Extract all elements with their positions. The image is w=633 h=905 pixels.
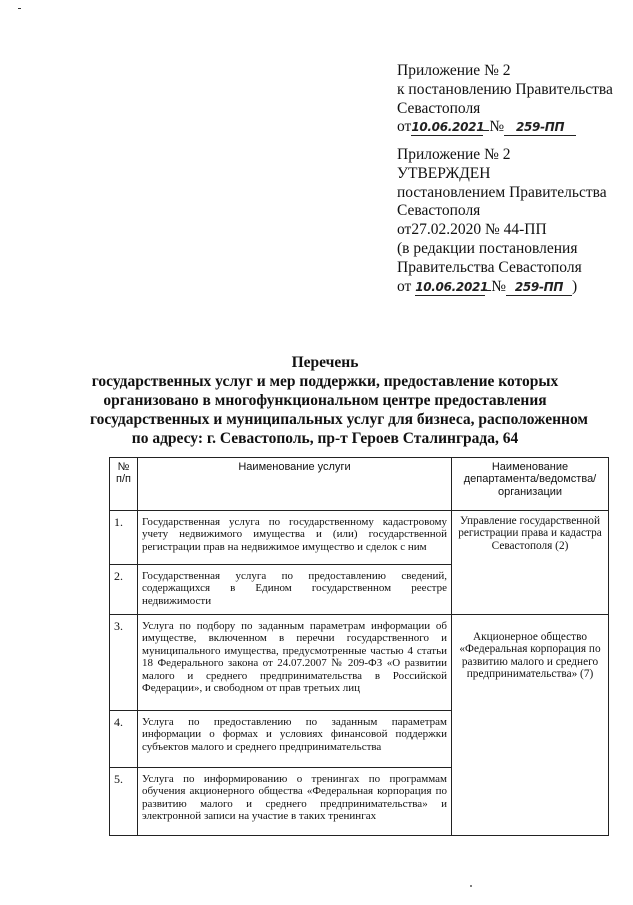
appendix-2-title: Приложение № 2 xyxy=(397,146,511,163)
header-service: Наименование услуги xyxy=(138,458,452,511)
appendix-1-title: Приложение № 2 xyxy=(397,62,511,79)
appendix-2-line-3: постановлением Правительства xyxy=(397,183,607,201)
row-5-service: Услуга по информированию о тренингах по программам обучения акционерного общества «Федеральная корпорация по развитию малого и среднего предпринимательства» и электронной записи на участие в таких тренингах xyxy=(138,768,452,836)
row-4-service: Услуга по предоставлению по заданным параметрам информации о формах и условиях финансовой поддержки субъектов малого и среднего предпринимательства xyxy=(138,711,452,768)
row-3-service: Услуга по подбору по заданным параметрам информации об имуществе, включенном в перечни государственного и муниципального имущества, предусмотренные частью 4 статьи 18 Федерального закона от 24.07.2007 № 209-ФЗ «О развитии малого и среднего предпринимательства в Российской Федерации», и свободном от прав третьих лиц xyxy=(138,615,452,711)
appendix-2-approved: УТВЕРЖДЕН xyxy=(397,164,491,182)
heading-line-5: по адресу: г. Севастополь, пр-т Героев Сталинграда, 64 xyxy=(131,430,519,447)
header-num: № п/п xyxy=(110,458,138,511)
appendix-2-close-paren: ) xyxy=(572,277,578,295)
row-4-num: 4. xyxy=(110,711,138,768)
row-1-service: Государственная услуга по государственному кадастровому учету недвижимого имущества и (или) государственной регистрации прав на недвижимое имущество и сделок с ним xyxy=(138,511,452,565)
appendix-1-num-prefix: № xyxy=(489,118,505,136)
row-2-num: 2. xyxy=(110,565,138,615)
appendix-1-date-prefix: от xyxy=(397,118,412,136)
appendix-1-line-2: к постановлению Правительства xyxy=(397,80,613,98)
scan-mark xyxy=(18,8,21,9)
appendix-2-block xyxy=(397,146,607,296)
table-row xyxy=(110,615,609,711)
appendix-1-number: 259-ПП xyxy=(504,120,576,136)
table-header-row xyxy=(110,458,609,511)
row-5-num: 5. xyxy=(110,768,138,836)
heading-line-1: Перечень xyxy=(291,354,359,371)
scan-dot xyxy=(470,885,472,887)
appendix-2-line-5: от27.02.2020 № 44-ПП xyxy=(397,221,547,239)
row-3-num: 3. xyxy=(110,615,138,711)
appendix-1-block xyxy=(397,62,613,137)
department-group-2: Акционерное общество «Федеральная корпорация по развитию малого и среднего предпринимательства» (7) xyxy=(452,615,609,836)
appendix-2-num-prefix: № xyxy=(491,277,506,295)
appendix-2-date-prefix: от xyxy=(397,277,412,295)
appendix-2-date: 10.06.2021 xyxy=(415,279,489,294)
row-2-service: Государственная услуга по предоставлению сведений, содержащихся в Едином государственном реестре недвижимости xyxy=(138,565,452,615)
appendix-2-number: 259-ПП xyxy=(506,280,572,296)
row-1-num: 1. xyxy=(110,511,138,565)
heading-line-3: организовано в многофункциональном центре предоставления xyxy=(103,392,547,409)
appendix-2-line-6: (в редакции постановления xyxy=(397,239,578,257)
department-group-1: Управление государственной регистрации права и кадастра Севастополя (2) xyxy=(452,511,609,615)
table-row xyxy=(110,511,609,565)
appendix-1-date-line xyxy=(397,118,613,137)
header-department: Наименование департамента/ведомства/ организации xyxy=(452,458,609,511)
heading-line-4: государственных и муниципальных услуг для бизнеса, расположенном xyxy=(90,411,588,428)
appendix-2-line-4: Севастополя xyxy=(397,202,481,220)
appendix-2-line-7: Правительства Севастополя xyxy=(397,258,582,276)
services-table xyxy=(109,457,609,836)
heading-line-2: государственных услуг и мер поддержки, предоставление которых xyxy=(91,373,559,390)
document-heading xyxy=(90,353,588,448)
appendix-2-date-line xyxy=(397,278,607,297)
appendix-1-line-3: Севастополя xyxy=(397,99,481,117)
appendix-1-date: 10.06.2021 xyxy=(411,120,485,135)
